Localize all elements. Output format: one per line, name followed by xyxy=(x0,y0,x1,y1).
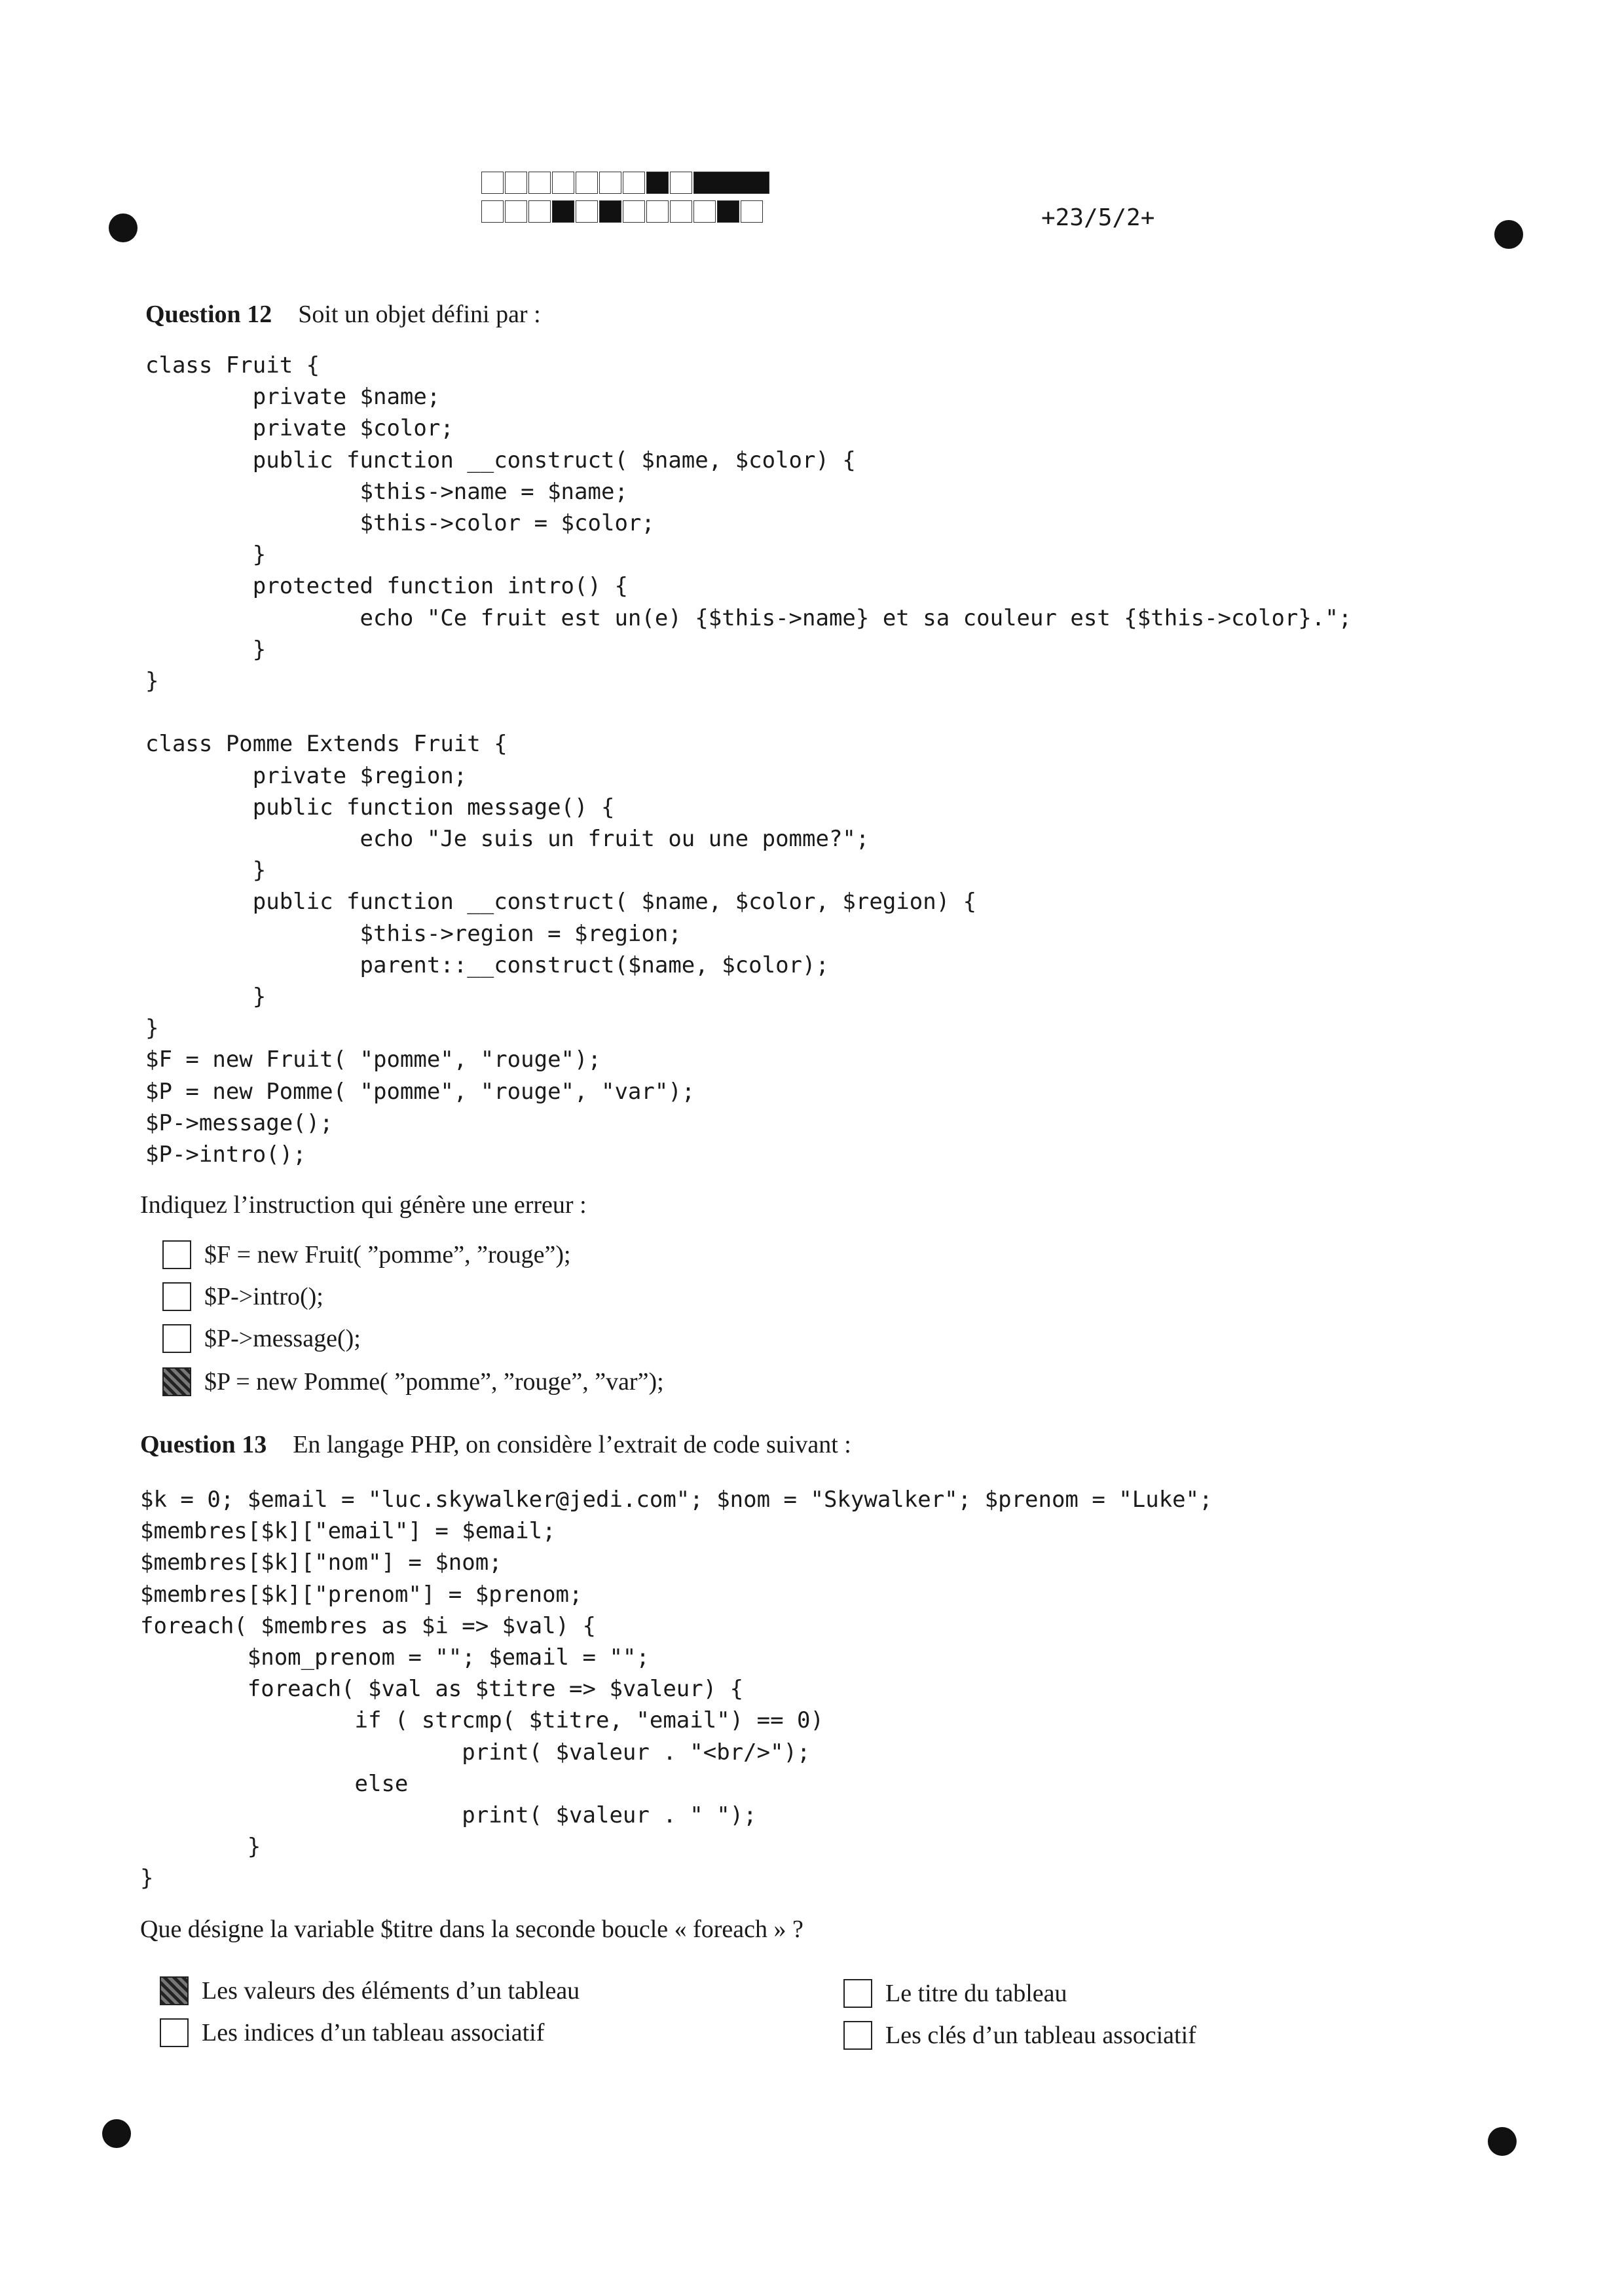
question-12-label: Question 12 xyxy=(145,301,272,328)
question-13-header xyxy=(140,1430,851,1459)
q12-option-1[interactable] xyxy=(162,1240,571,1269)
checkbox[interactable] xyxy=(162,1324,191,1353)
checkbox[interactable] xyxy=(162,1282,191,1311)
checkbox[interactable] xyxy=(160,2018,189,2047)
q13-option-2[interactable] xyxy=(843,1979,1067,2008)
q13-option-1[interactable] xyxy=(160,1976,580,2005)
option-label: Le titre du tableau xyxy=(885,1980,1067,2007)
q12-option-3[interactable] xyxy=(162,1324,361,1353)
registration-mark-bottom-right xyxy=(1488,2127,1517,2156)
question-13-prompt: Que désigne la variable $titre dans la seconde boucle « foreach » ? xyxy=(140,1916,803,1943)
checkbox[interactable] xyxy=(843,2021,872,2050)
question-12-header xyxy=(145,300,541,329)
checkbox[interactable] xyxy=(843,1979,872,2008)
registration-mark-top-left xyxy=(109,213,138,242)
checkbox-checked[interactable] xyxy=(162,1367,191,1396)
question-12-code: class Fruit { private $name; private $color; public function __construct( $name, $color) { $this->name = $name; $this->color = $color; } protected function intro() { echo "Ce fruit est un(e) {$this->name} et sa couleur est {$this->color}."; } } class Pomme Extends Fruit { private $region; public function message() { echo "Je suis un fruit ou une pomme?"; } public function __construct( $name, $color, $region) { $this->region = $region; parent::__construct($name, $color); } } $F = new Fruit( "pomme", "rouge"); $P = new Pomme( "pomme", "rouge", "var"); $P->message(); $P->intro(); xyxy=(145,352,1352,1168)
option-label: Les valeurs des éléments d’un tableau xyxy=(202,1977,580,2005)
registration-mark-top-right xyxy=(1494,220,1523,249)
registration-mark-bottom-left xyxy=(102,2119,131,2148)
checkbox[interactable] xyxy=(162,1240,191,1269)
question-13-code: $k = 0; $email = "luc.skywalker@jedi.com"; $nom = "Skywalker"; $prenom = "Luke"; $membres[$k]["email"] = $email; $membres[$k]["nom"] = $nom; $membres[$k]["prenom"] = $prenom; foreach( $membres as $i => $val) { $nom_prenom = ""; $email = ""; foreach( $val as $titre => $valeur) { if ( strcmp( $titre, "email") == 0) print( $valeur . "<br/>"); else print( $valeur . " "); } } xyxy=(140,1487,1213,1892)
option-label: $P->message(); xyxy=(204,1325,361,1352)
q12-option-4[interactable] xyxy=(162,1367,664,1396)
question-12-text: Soit un objet défini par : xyxy=(298,301,541,328)
checkbox-checked[interactable] xyxy=(160,1976,189,2005)
q13-option-4[interactable] xyxy=(843,2021,1196,2050)
q13-option-3[interactable] xyxy=(160,2018,544,2047)
question-13-label: Question 13 xyxy=(140,1431,267,1458)
page-id: +23/5/2+ xyxy=(1041,204,1155,231)
question-12-prompt: Indiquez l’instruction qui génère une erreur : xyxy=(140,1191,587,1219)
option-label: Les clés d’un tableau associatif xyxy=(885,2022,1196,2049)
q12-option-2[interactable] xyxy=(162,1282,323,1311)
option-label: $F = new Fruit( ”pomme”, ”rouge”); xyxy=(204,1241,571,1268)
page-code-marks xyxy=(481,172,771,229)
question-13-text: En langage PHP, on considère l’extrait de code suivant : xyxy=(293,1431,851,1458)
option-label: Les indices d’un tableau associatif xyxy=(202,2019,545,2046)
option-label: $P = new Pomme( ”pomme”, ”rouge”, ”var”); xyxy=(204,1368,664,1396)
option-label: $P->intro(); xyxy=(204,1283,323,1310)
